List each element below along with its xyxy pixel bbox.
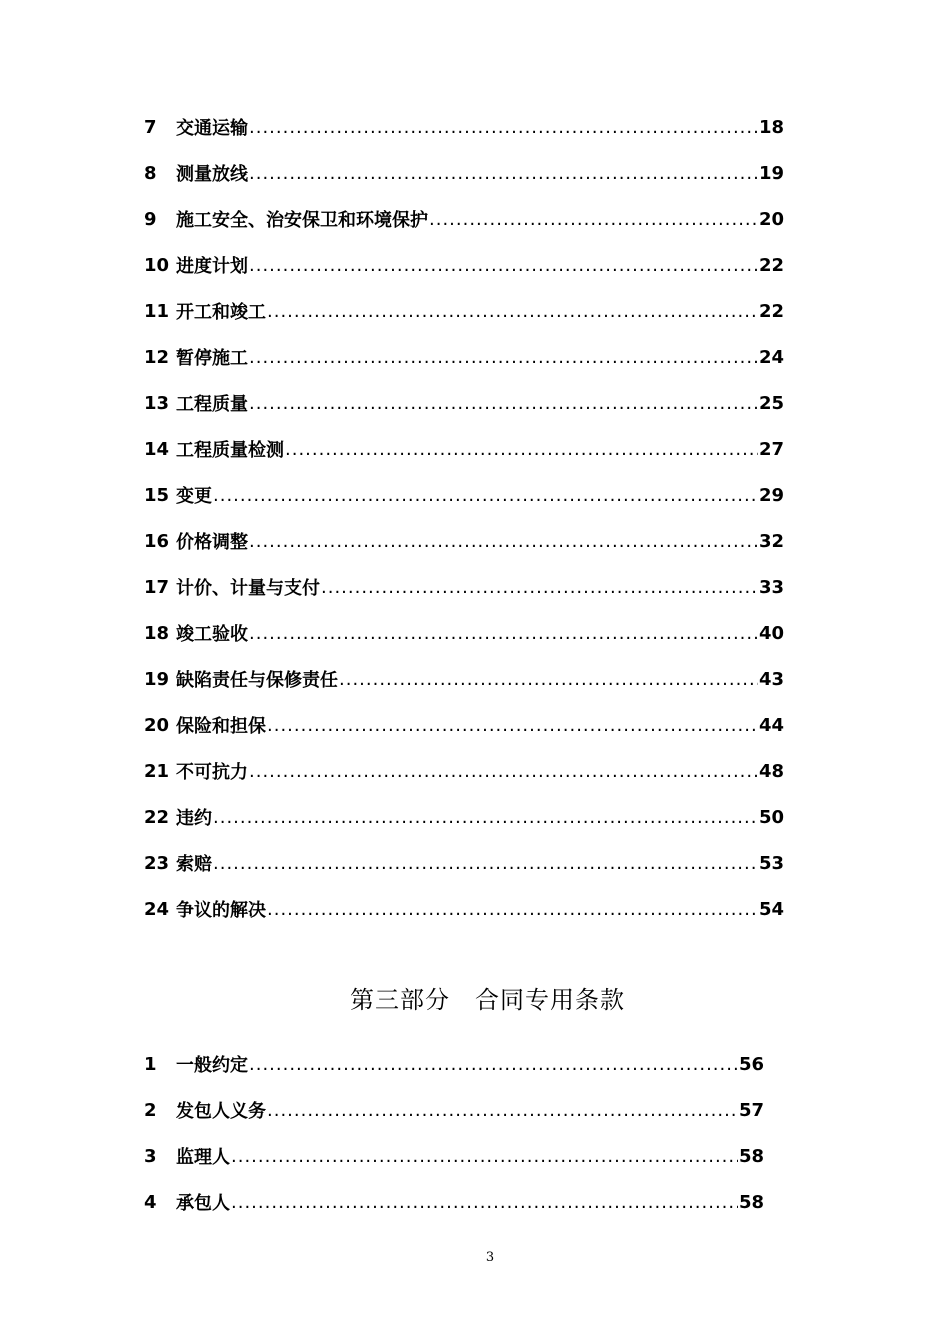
toc-item[interactable] xyxy=(144,288,784,334)
toc-dot-leader xyxy=(213,807,758,828)
toc-item-number: 10 xyxy=(144,254,170,276)
toc-dot-leader xyxy=(429,209,758,230)
toc-item-number: 24 xyxy=(144,898,170,920)
toc-item-page: 22 xyxy=(758,300,784,322)
toc-item-page: 32 xyxy=(758,530,784,552)
toc-dot-leader xyxy=(249,1054,738,1075)
toc-item-number: 19 xyxy=(144,668,170,690)
toc-item-number: 1 xyxy=(144,1053,157,1075)
toc-item-page: 50 xyxy=(758,806,784,828)
toc-item-title: 一般约定 xyxy=(176,1055,248,1076)
toc-item-page: 18 xyxy=(758,116,784,138)
toc-item-number: 2 xyxy=(144,1099,157,1121)
toc-dot-leader xyxy=(249,623,758,644)
toc-item-number: 20 xyxy=(144,714,170,736)
toc-item-number: 17 xyxy=(144,576,170,598)
toc-item-number: 3 xyxy=(144,1145,157,1167)
toc-item-title: 施工安全、治安保卫和环境保护 xyxy=(176,210,428,231)
toc-item-page: 53 xyxy=(758,852,784,874)
toc-item-title: 违约 xyxy=(176,808,212,829)
toc-item-title: 工程质量检测 xyxy=(176,440,284,461)
toc-item-number: 12 xyxy=(144,346,170,368)
toc-item-page: 33 xyxy=(758,576,784,598)
toc-item[interactable] xyxy=(144,886,784,932)
toc-item-title: 承包人 xyxy=(176,1193,230,1214)
toc-item[interactable] xyxy=(144,564,784,610)
toc-dot-leader xyxy=(249,531,758,552)
toc-item-title: 变更 xyxy=(176,486,212,507)
toc-item-page: 48 xyxy=(758,760,784,782)
toc-item-page: 58 xyxy=(738,1191,764,1213)
toc-item[interactable] xyxy=(144,380,784,426)
toc-dot-leader xyxy=(267,301,758,322)
toc-dot-leader xyxy=(231,1146,738,1167)
toc-item-title: 发包人义务 xyxy=(176,1101,266,1122)
toc-dot-leader xyxy=(213,853,758,874)
toc-item[interactable] xyxy=(144,472,784,518)
toc-item-page: 43 xyxy=(758,668,784,690)
toc-item[interactable] xyxy=(144,1087,764,1133)
toc-dot-leader xyxy=(213,485,758,506)
toc-item[interactable] xyxy=(144,610,784,656)
toc-item-page: 29 xyxy=(758,484,784,506)
toc-item-page: 57 xyxy=(738,1099,764,1121)
toc-dot-leader xyxy=(321,577,758,598)
toc-item-title: 测量放线 xyxy=(176,164,248,185)
toc-item[interactable] xyxy=(144,196,784,242)
toc-item-title: 保险和担保 xyxy=(176,716,266,737)
toc-item[interactable] xyxy=(144,334,784,380)
toc-dot-leader xyxy=(267,1100,738,1121)
toc-item-number: 11 xyxy=(144,300,170,322)
toc-dot-leader xyxy=(249,393,758,414)
toc-dot-leader xyxy=(267,715,758,736)
toc-item-title: 暂停施工 xyxy=(176,348,248,369)
toc-item-page: 22 xyxy=(758,254,784,276)
toc-item-title: 监理人 xyxy=(176,1147,230,1168)
section-heading: 第三部分 合同专用条款 xyxy=(350,986,625,1014)
toc-item-title: 争议的解决 xyxy=(176,900,266,921)
toc-item[interactable] xyxy=(144,104,784,150)
toc-item-page: 54 xyxy=(758,898,784,920)
toc-item[interactable] xyxy=(144,794,784,840)
toc-item-number: 8 xyxy=(144,162,157,184)
toc-item[interactable] xyxy=(144,1179,764,1225)
toc-dot-leader xyxy=(249,117,758,138)
toc-item-number: 23 xyxy=(144,852,170,874)
toc-dot-leader xyxy=(285,439,758,460)
toc-item-page: 40 xyxy=(758,622,784,644)
toc-item-number: 21 xyxy=(144,760,170,782)
toc-dot-leader xyxy=(249,163,758,184)
toc-item-number: 14 xyxy=(144,438,170,460)
toc-item[interactable] xyxy=(144,518,784,564)
toc-item-number: 13 xyxy=(144,392,170,414)
toc-item-page: 44 xyxy=(758,714,784,736)
toc-item-title: 计价、计量与支付 xyxy=(176,578,320,599)
toc-item[interactable] xyxy=(144,1133,764,1179)
toc-list-part-2 xyxy=(144,104,784,932)
toc-item[interactable] xyxy=(144,656,784,702)
toc-item-title: 开工和竣工 xyxy=(176,302,266,323)
toc-item-title: 不可抗力 xyxy=(176,762,248,783)
toc-item-number: 4 xyxy=(144,1191,157,1213)
toc-item-page: 19 xyxy=(758,162,784,184)
toc-item[interactable] xyxy=(144,748,784,794)
toc-item-number: 22 xyxy=(144,806,170,828)
toc-item-page: 58 xyxy=(738,1145,764,1167)
toc-item-page: 56 xyxy=(738,1053,764,1075)
toc-item-number: 16 xyxy=(144,530,170,552)
toc-item-title: 价格调整 xyxy=(176,532,248,553)
toc-dot-leader xyxy=(231,1192,738,1213)
toc-item[interactable] xyxy=(144,150,784,196)
toc-item-number: 7 xyxy=(144,116,157,138)
toc-dot-leader xyxy=(249,347,758,368)
toc-dot-leader xyxy=(339,669,758,690)
toc-item-title: 工程质量 xyxy=(176,394,248,415)
toc-dot-leader xyxy=(249,761,758,782)
toc-item-title: 缺陷责任与保修责任 xyxy=(176,670,338,691)
toc-item-page: 27 xyxy=(758,438,784,460)
toc-dot-leader xyxy=(267,899,758,920)
toc-item-title: 竣工验收 xyxy=(176,624,248,645)
toc-list-part-3 xyxy=(144,1041,764,1225)
toc-item[interactable] xyxy=(144,426,784,472)
toc-dot-leader xyxy=(249,255,758,276)
toc-item-number: 9 xyxy=(144,208,157,230)
page-number: 3 xyxy=(485,1250,495,1265)
toc-item-number: 18 xyxy=(144,622,170,644)
toc-item-title: 进度计划 xyxy=(176,256,248,277)
toc-item-title: 索赔 xyxy=(176,854,212,875)
toc-item-number: 15 xyxy=(144,484,170,506)
toc-item-title: 交通运输 xyxy=(176,118,248,139)
toc-item-page: 24 xyxy=(758,346,784,368)
toc-item[interactable] xyxy=(144,840,784,886)
toc-item-page: 25 xyxy=(758,392,784,414)
toc-item[interactable] xyxy=(144,242,784,288)
toc-item-page: 20 xyxy=(758,208,784,230)
toc-item[interactable] xyxy=(144,1041,764,1087)
toc-item[interactable] xyxy=(144,702,784,748)
